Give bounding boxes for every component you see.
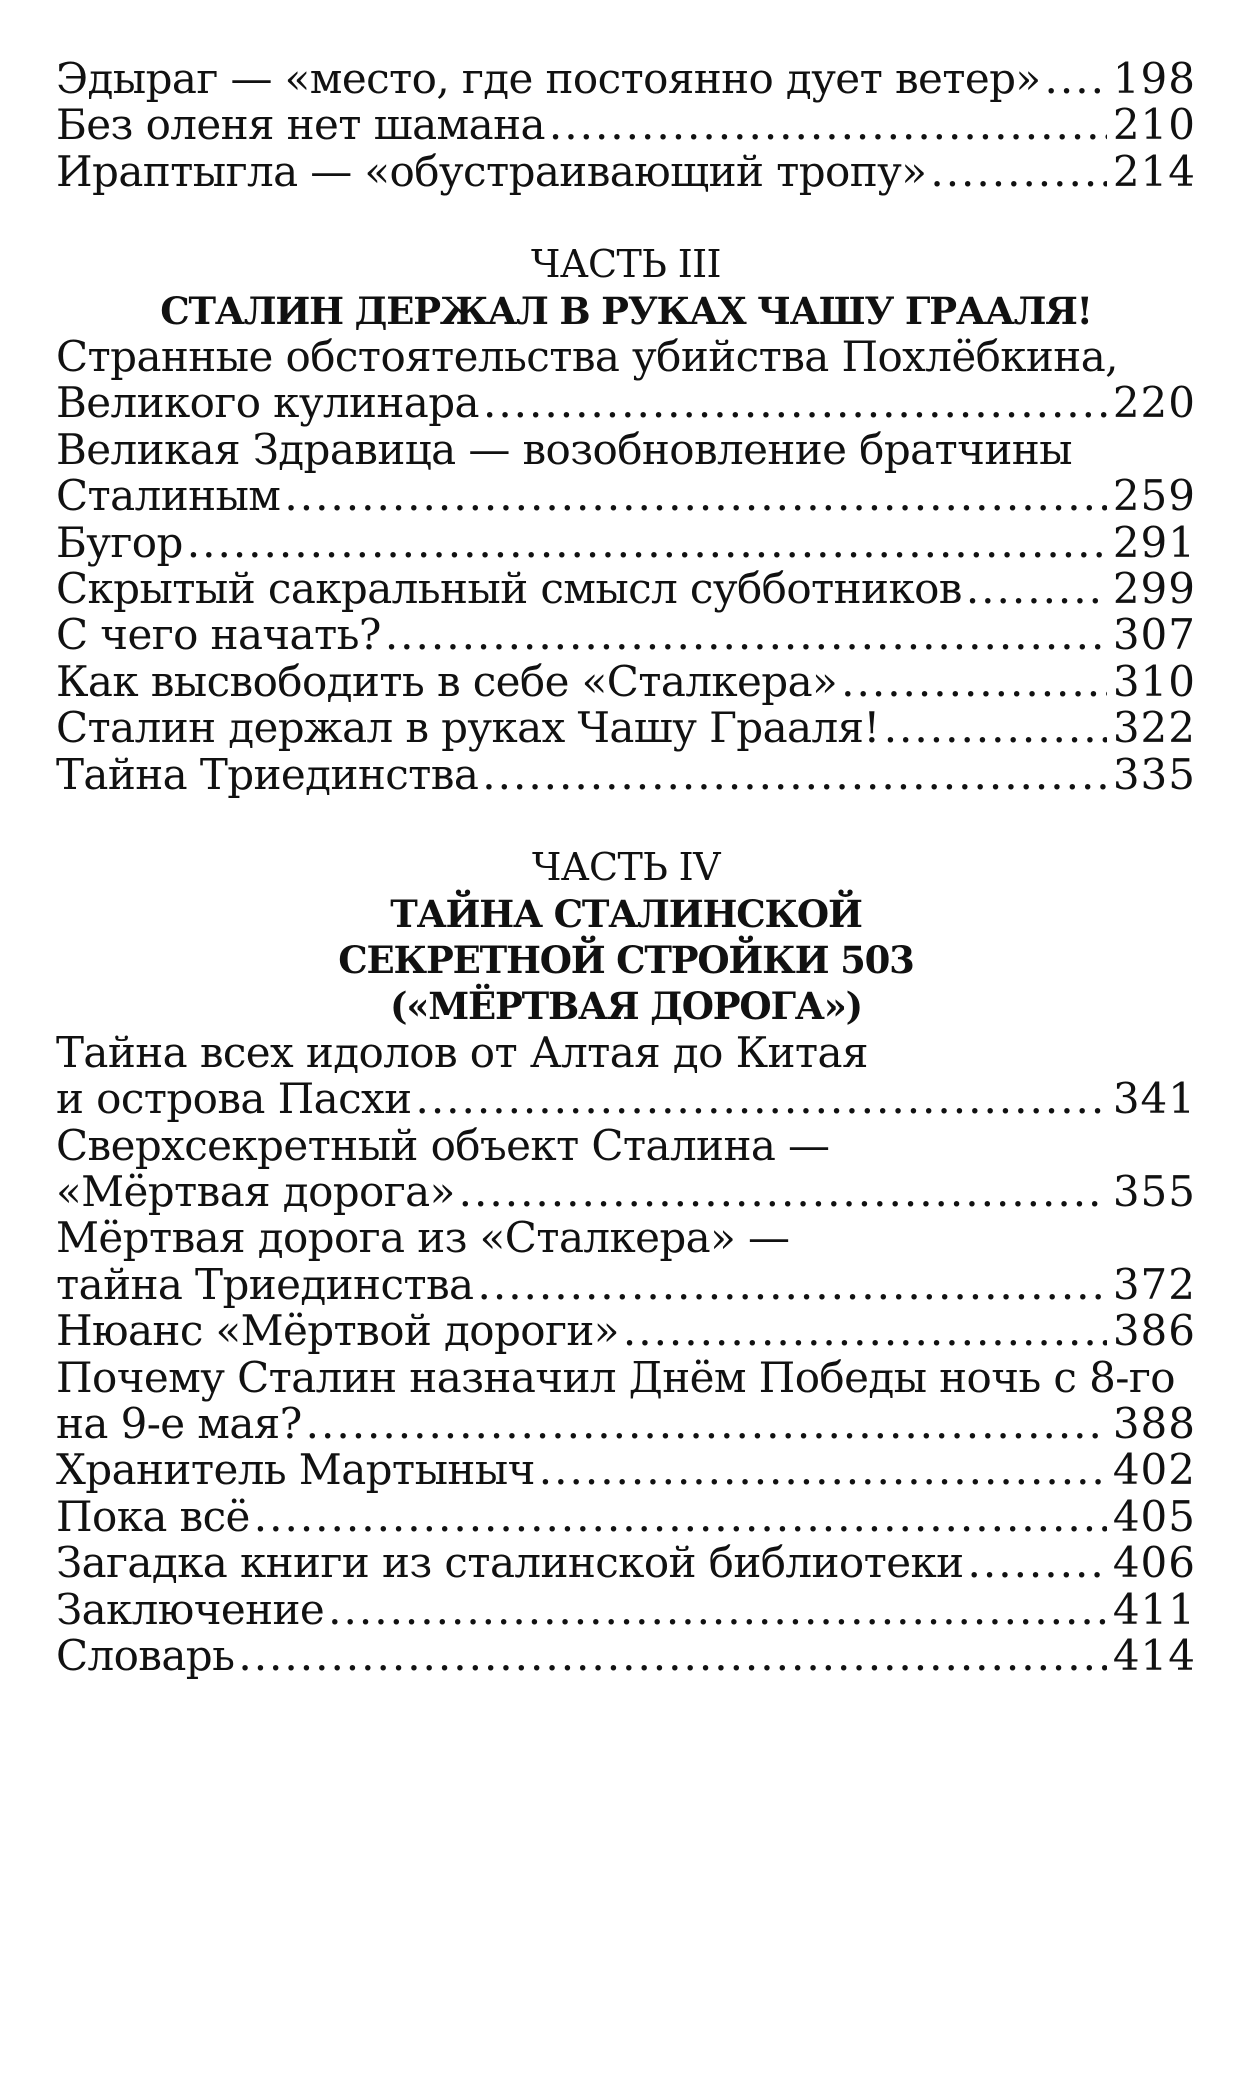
entry-leader-row (56, 1398, 1196, 1448)
entry-leader-row (56, 1166, 1196, 1216)
page-number: 210 (1112, 100, 1196, 150)
entry-leader-row (56, 1633, 1196, 1679)
dot-leader (483, 380, 1107, 426)
toc-entry (56, 517, 1196, 567)
part-label: ЧАСТЬ IV (532, 845, 720, 890)
table-of-contents-page (56, 56, 1196, 1679)
entry-leader-row (56, 380, 1196, 426)
entry-title-line: Пока всё (56, 1491, 250, 1541)
entry-leader-row (56, 1076, 1196, 1122)
dot-leader (415, 1076, 1106, 1122)
dot-leader (284, 473, 1106, 519)
entry-title-line: Бугор (56, 517, 183, 567)
entry-title-line: Заключение (56, 1584, 325, 1634)
entry-title-line: Великого кулинара (56, 378, 479, 428)
entry-title-line: Словарь (56, 1631, 235, 1680)
page-number: 299 (1112, 564, 1196, 614)
toc-section (56, 56, 1196, 195)
entry-leader-row (56, 705, 1196, 751)
entry-title-line: Нюанс «Мёртвой дороги» (56, 1306, 619, 1356)
toc-entry (56, 1215, 1196, 1308)
page-number: 220 (1112, 378, 1196, 428)
entry-title-line: Без оленя нет шамана (56, 100, 545, 150)
toc-entry (56, 1633, 1196, 1679)
toc-entry (56, 1308, 1196, 1354)
entry-leader-row (56, 473, 1196, 519)
toc-entry (56, 334, 1196, 427)
toc-section (56, 844, 1196, 1679)
entry-title-line: Мёртвая дорога из «Сталкера» — (56, 1213, 790, 1263)
part-title-line: СЕКРЕТНОЙ СТРОЙКИ 503 (338, 937, 914, 982)
entry-leader-row (56, 1259, 1196, 1309)
entry-title-line: Загадка книги из сталинской библиотеки (56, 1538, 964, 1588)
page-number: 388 (1112, 1398, 1196, 1448)
part-title-line: СТАЛИН ДЕРЖАЛ В РУКАХ ЧАШУ ГРААЛЯ! (160, 288, 1092, 333)
page-number: 198 (1112, 54, 1196, 103)
entry-title-line: Хранитель Мартыныч (56, 1445, 535, 1495)
entry-title-line: на 9-е мая? (56, 1398, 302, 1448)
page-number: 411 (1112, 1584, 1196, 1634)
dot-leader (187, 520, 1107, 566)
dot-leader (968, 1540, 1107, 1586)
dot-leader (623, 1308, 1107, 1354)
toc-entry (56, 56, 1196, 102)
part-title-line: ТАЙНА СТАЛИНСКОЙ (390, 891, 862, 936)
part-label: ЧАСТЬ III (531, 242, 721, 287)
entry-title-line: Сверхсекретный объект Сталина — (56, 1120, 830, 1170)
page-number: 259 (1112, 471, 1196, 521)
dot-leader (478, 1262, 1107, 1308)
page-number: 405 (1112, 1491, 1196, 1541)
page-number: 335 (1112, 749, 1196, 799)
table-of-contents (56, 56, 1196, 1679)
toc-entry (56, 1352, 1196, 1448)
entry-leader-row (56, 656, 1196, 706)
page-number: 307 (1112, 610, 1196, 660)
dot-leader (539, 1447, 1107, 1493)
part-heading (56, 844, 1196, 1030)
toc-entry (56, 566, 1196, 612)
entry-leader-row (56, 56, 1196, 102)
entry-title-line: Тайна Триединства (56, 749, 479, 799)
page-number: 406 (1112, 1538, 1196, 1588)
toc-entry (56, 705, 1196, 751)
dot-leader (328, 1587, 1107, 1633)
entry-title-line: Эдыраг — «место, где постоянно дует ветер» (56, 54, 1041, 103)
toc-entry (56, 1540, 1196, 1586)
entry-title-line: С чего начать? (56, 610, 381, 660)
dot-leader (884, 705, 1107, 751)
part-title-line: («МЁРТВАЯ ДОРОГА») (390, 984, 862, 1029)
entry-title-line: Странные обстоятельства убийства Похлёбкина, (56, 332, 1118, 382)
part-heading (56, 241, 1196, 334)
page-number: 291 (1112, 517, 1196, 567)
toc-section (56, 241, 1196, 798)
entry-leader-row (56, 102, 1196, 148)
entry-title-line: Сталин держал в руках Чашу Грааля! (56, 703, 880, 753)
toc-entry (56, 424, 1196, 521)
toc-entry (56, 1447, 1196, 1493)
entry-leader-row (56, 1491, 1196, 1541)
toc-entry (56, 102, 1196, 148)
dot-leader (385, 612, 1107, 658)
entry-leader-row (56, 1540, 1196, 1586)
entry-title-line: Как высвободить в себе «Сталкера» (56, 656, 838, 706)
entry-leader-row (56, 146, 1196, 196)
toc-entry (56, 1120, 1196, 1216)
dot-leader (459, 1169, 1107, 1215)
toc-entry (56, 146, 1196, 196)
entry-title-line: Великая Здравица — возобновление братчины (56, 424, 1072, 474)
entry-title-line: Сталиным (56, 471, 281, 521)
dot-leader (254, 1494, 1107, 1540)
page-number: 214 (1112, 146, 1196, 196)
entry-leader-row (56, 1584, 1196, 1634)
entry-title-line: и острова Пасхи (56, 1074, 412, 1124)
entry-title-line: тайна Триединства (56, 1259, 474, 1309)
entry-title-line: Почему Сталин назначил Днём Победы ночь с 8-го (56, 1352, 1175, 1402)
entry-title-line: «Мёртвая дорога» (56, 1166, 455, 1216)
entry-title-line: Тайна всех идолов от Алтая до Китая (56, 1027, 868, 1077)
page-number: 372 (1112, 1259, 1196, 1309)
dot-leader (841, 659, 1107, 705)
page-number: 322 (1112, 703, 1196, 753)
toc-entry (56, 1491, 1196, 1541)
entry-title-line: Скрытый сакральный смысл субботников (56, 564, 962, 614)
toc-entry (56, 656, 1196, 706)
page-number: 414 (1112, 1631, 1196, 1680)
entry-leader-row (56, 1447, 1196, 1493)
dot-leader (1045, 56, 1107, 102)
page-number: 355 (1112, 1166, 1196, 1216)
entry-leader-row (56, 517, 1196, 567)
page-number: 341 (1112, 1074, 1196, 1124)
entry-leader-row (56, 566, 1196, 612)
entry-leader-row (56, 749, 1196, 799)
dot-leader (306, 1401, 1107, 1447)
page-number: 386 (1112, 1306, 1196, 1356)
entry-title-line: Ираптыгла — «обустраивающий тропу» (56, 146, 927, 196)
dot-leader (930, 149, 1106, 195)
entry-leader-row (56, 612, 1196, 658)
page-number: 310 (1112, 656, 1196, 706)
dot-leader (238, 1633, 1106, 1679)
entry-leader-row (56, 1308, 1196, 1354)
toc-entry (56, 612, 1196, 658)
dot-leader (966, 566, 1107, 612)
dot-leader (482, 752, 1107, 798)
page-number: 402 (1112, 1445, 1196, 1495)
toc-entry (56, 1584, 1196, 1634)
toc-entry (56, 1027, 1196, 1124)
dot-leader (549, 102, 1107, 148)
toc-entry (56, 749, 1196, 799)
